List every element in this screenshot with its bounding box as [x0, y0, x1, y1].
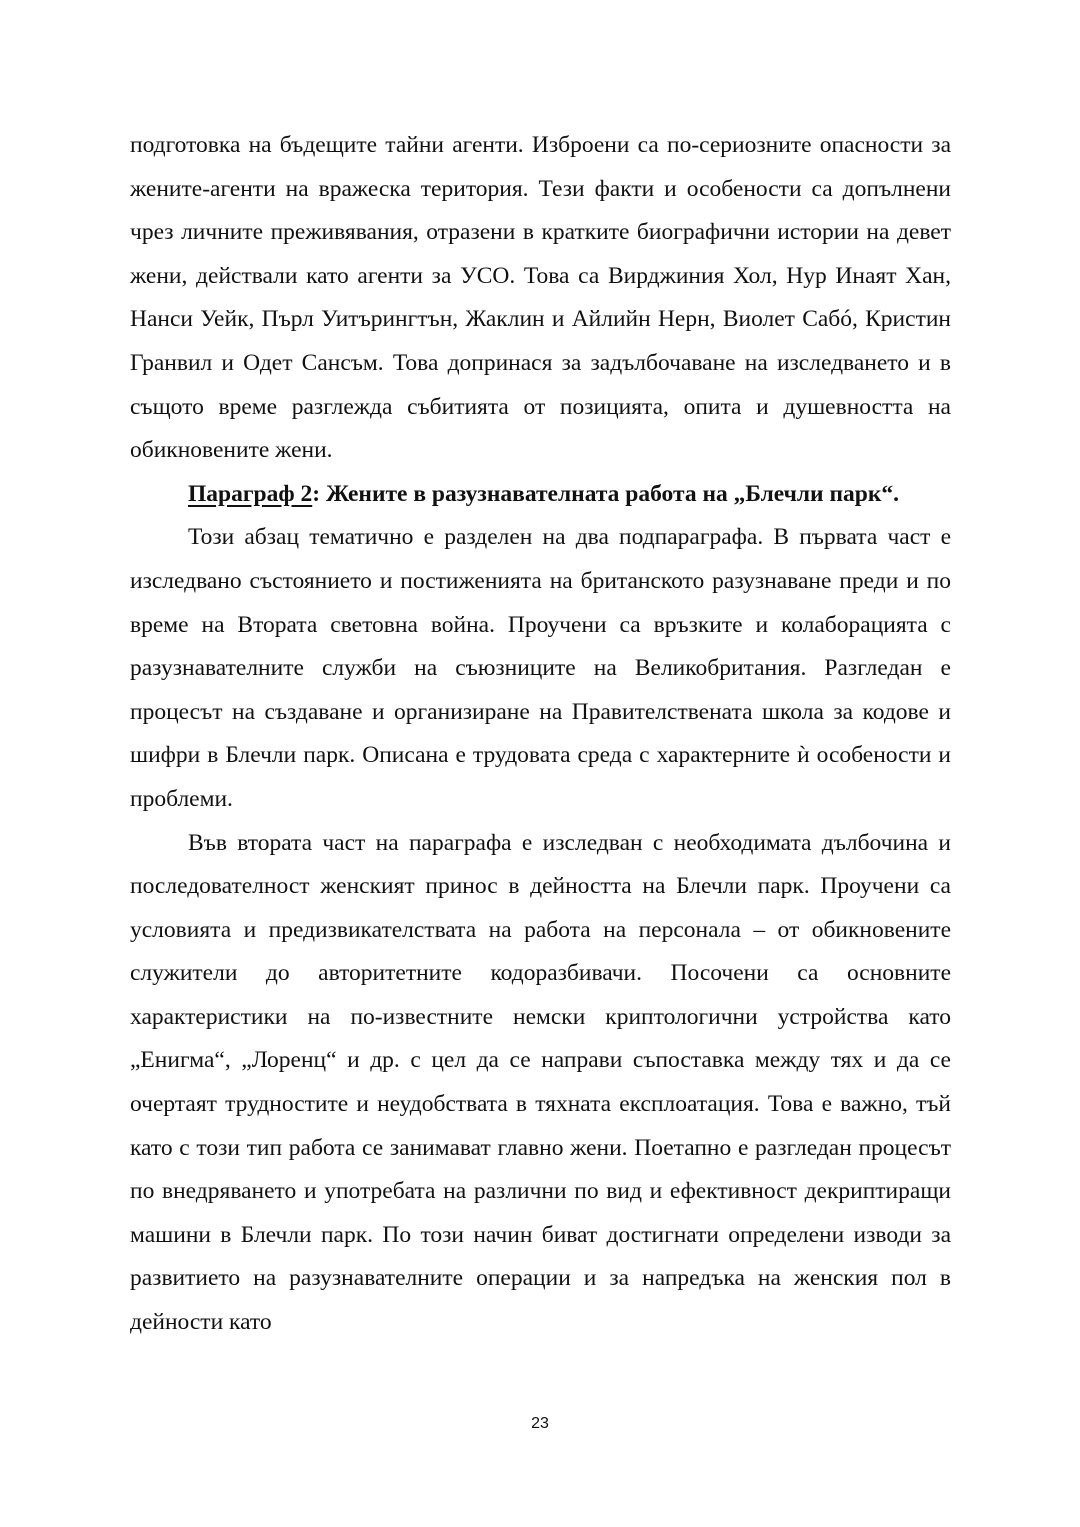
paragraph-subsection-two: Във втората част на параграфа е изследван с необходимата дълбочина и последователност женският принос в дейността на Блечли парк. Проучени са условията и предизвикателствата на работа на персонала – от обикновените служители до авторитетните кодоразбивачи. Посочени са основните характеристики на по-известните немски криптологични устройства като „Енигма“, „Лоренц“ и др. с цел да се направи съпоставка между тях и да се очертаят трудностите и неудобствата в тяхната експлоатация. Това е важно, тъй като с този тип работа се занимават главно жени. Поетапно е разгледан процесът по внедряването и употребата на различни по вид и ефективност декриптиращи машини в Блечли парк. По този начин биват достигнати определени изводи за развитието на разузнавателните операции и за напредъка на женския пол в дейности като	[130, 829, 951, 1336]
section-heading-colon: :	[312, 480, 321, 507]
paragraph-subsection-one: Този абзац тематично е разделен на два подпараграфа. В първата част е изследвано състоянието и постиженията на британското разузнаване преди и по време на Втората световна война. Проучени са връзките и колаборацията с разузнавателните служби на съюзниците на Великобритания. Разгледан е процесът на създаване и организиране на Правителствената школа за кодове и шифри в Блечли парк. Описана е трудовата среда с характерните ѝ особености и проблеми.	[130, 524, 951, 812]
page-number: 23	[531, 1415, 549, 1432]
document-page	[130, 124, 951, 1345]
section-heading-label: Параграф 2	[188, 480, 313, 507]
section-heading	[130, 473, 951, 517]
section-heading-title: Жените в разузнавателната работа на „Блечли парк“.	[320, 480, 899, 507]
paragraph-intro-continuation: подготовка на бъдещите тайни агенти. Изброени са по-сериозните опасности за жените-агенти на вражеска територия. Тези факти и особености са допълнени чрез личните преживявания, отразени в кратките биографични истории на девет жени, действали като агенти за УСО. Това са Вирджиния Хол, Нур Инаят Хан, Нанси Уейк, Пърл Уитърингтън, Жаклин и Айлийн Нерн, Виолет Сабó, Кристин Гранвил и Одет Сансъм. Това допринася за задълбочаване на изследването и в същото време разглежда събитията от позицията, опита и душевността на обикновените жени.	[130, 132, 951, 464]
